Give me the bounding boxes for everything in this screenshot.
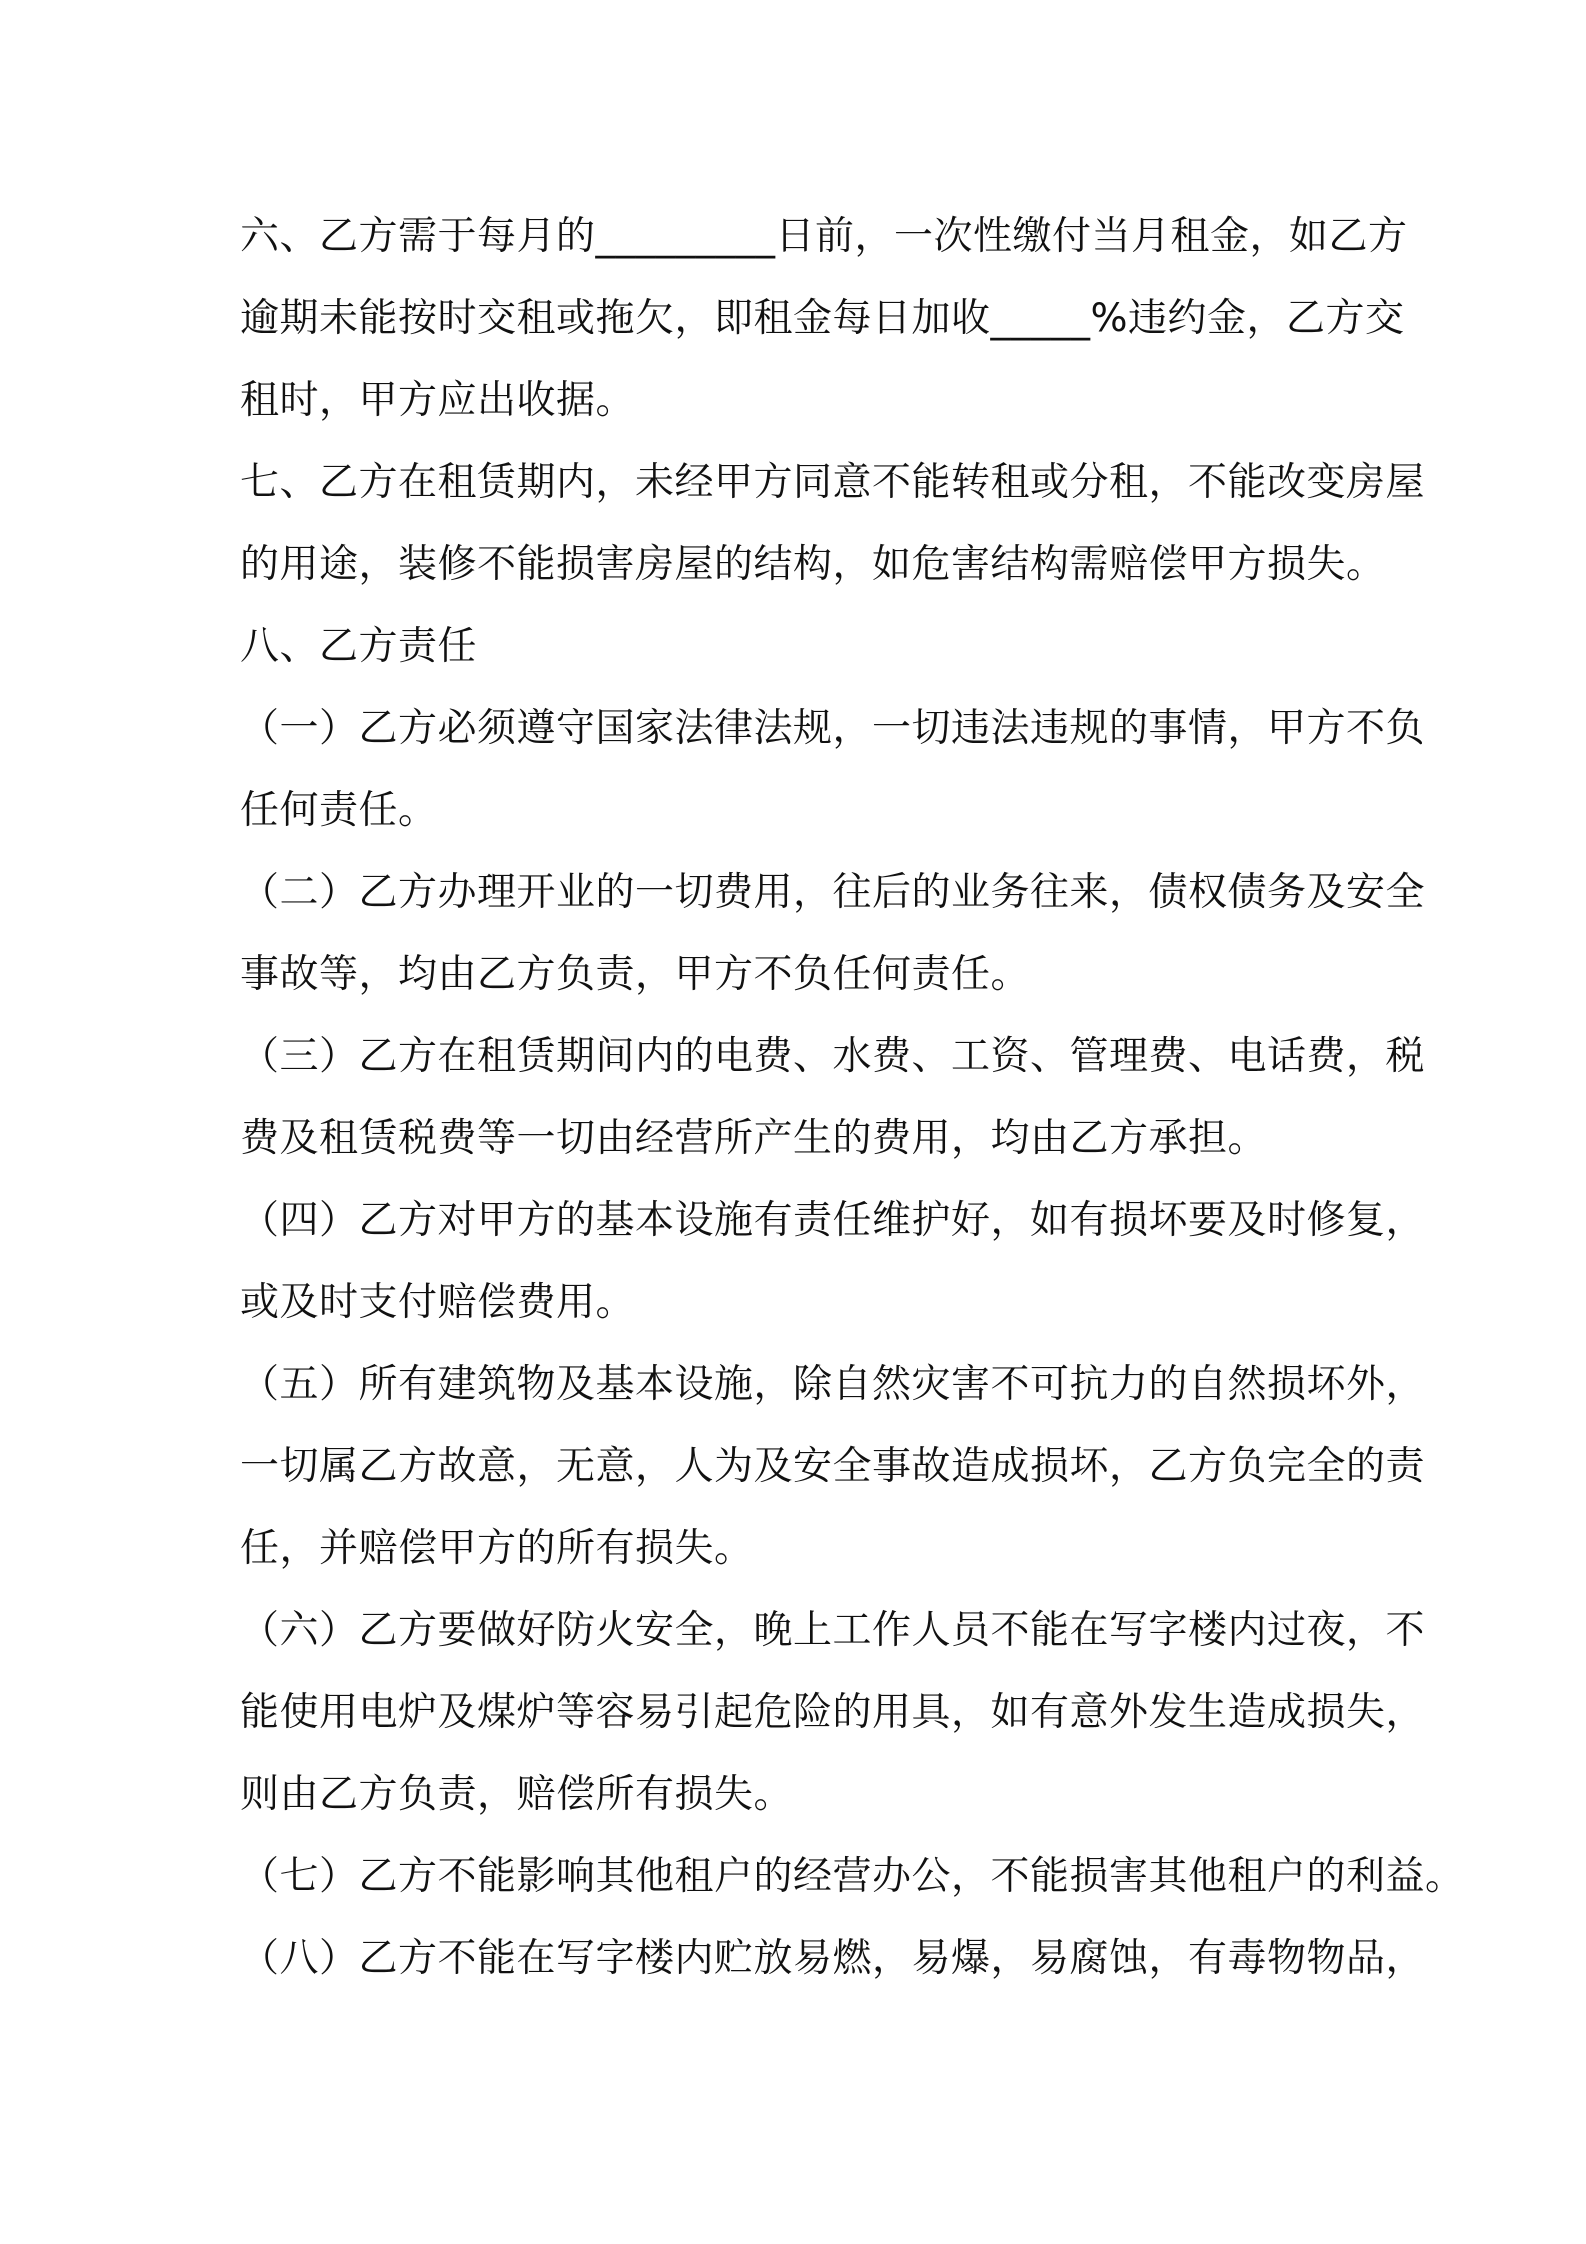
text-line: （三）乙方在租赁期间内的电费、水费、工资、管理费、电话费，税	[240, 1034, 1426, 1079]
text-line: （五）所有建筑物及基本设施，除自然灾害不可抗力的自然损坏外，	[240, 1362, 1426, 1407]
text-line: 六、乙方需于每月的_________日前，一次性缴付当月租金，如乙方	[240, 214, 1408, 259]
text-line: 或及时支付赔偿费用。	[240, 1280, 636, 1325]
text-line: 的用途，装修不能损害房屋的结构，如危害结构需赔偿甲方损失。	[240, 542, 1386, 587]
text-line: 则由乙方负责，赔偿所有损失。	[240, 1772, 794, 1817]
text-line: 七、乙方在租赁期内，未经甲方同意不能转租或分租，不能改变房屋	[240, 460, 1426, 505]
text-line: （四）乙方对甲方的基本设施有责任维护好，如有损坏要及时修复，	[240, 1198, 1426, 1243]
text-line: （二）乙方办理开业的一切费用，往后的业务往来，债权债务及安全	[240, 870, 1426, 915]
text-line: 能使用电炉及煤炉等容易引起危险的用具，如有意外发生造成损失，	[240, 1690, 1426, 1735]
document-body	[240, 196, 1465, 2000]
text-line: （一）乙方必须遵守国家法律法规，一切违法违规的事情，甲方不负	[240, 706, 1426, 751]
text-line: 一切属乙方故意，无意，人为及安全事故造成损坏，乙方负完全的责	[240, 1444, 1426, 1489]
text-line: 租时，甲方应出收据。	[240, 378, 636, 423]
text-line: （八）乙方不能在写字楼内贮放易燃，易爆，易腐蚀，有毒物物品，	[240, 1936, 1426, 1981]
text-line: （七）乙方不能影响其他租户的经营办公，不能损害其他租户的利益。	[240, 1854, 1465, 1899]
text-line: 任何责任。	[240, 788, 438, 833]
text-line: 八、乙方责任	[240, 624, 478, 669]
text-line: （六）乙方要做好防火安全，晚上工作人员不能在写字楼内过夜，不	[240, 1608, 1426, 1653]
text-line: 逾期未能按时交租或拖欠，即租金每日加收_____%违约金，乙方交	[240, 296, 1405, 341]
text-line: 费及租赁税费等一切由经营所产生的费用，均由乙方承担。	[240, 1116, 1268, 1161]
text-line: 事故等，均由乙方负责，甲方不负任何责任。	[240, 952, 1031, 997]
text-line: 任，并赔偿甲方的所有损失。	[240, 1526, 754, 1571]
